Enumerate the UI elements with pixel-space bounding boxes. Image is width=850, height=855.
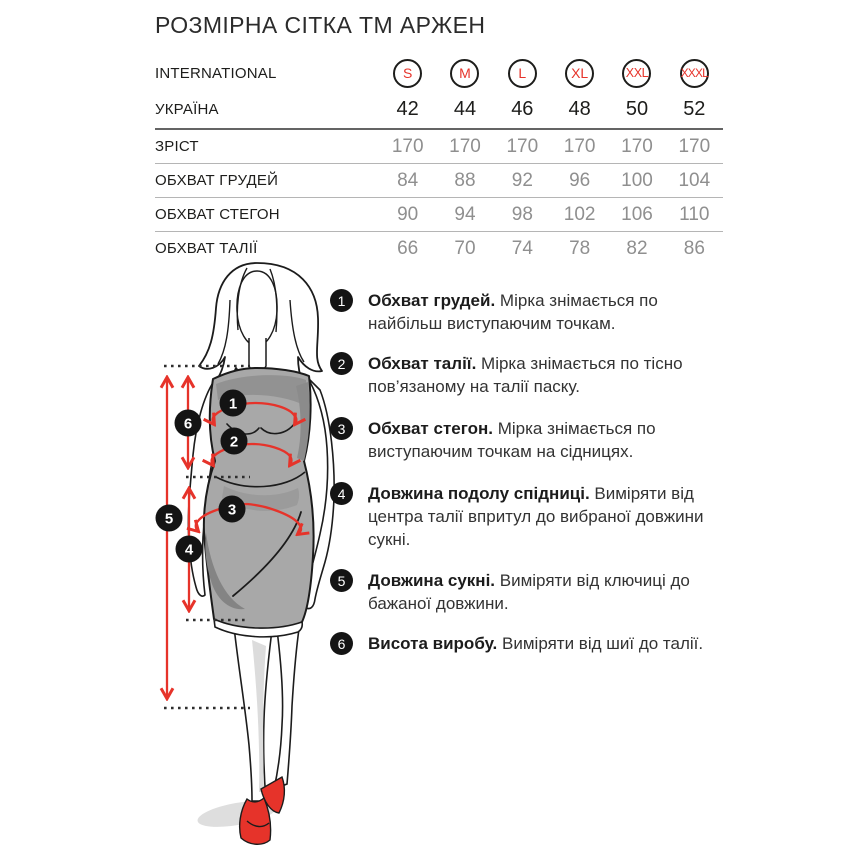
measurement-term: Довжина подолу спідниці.	[368, 484, 590, 503]
measurement-desc: Мірка знімається по найбільш виступаючим точкам.	[368, 291, 658, 333]
measurement-term: Обхват грудей.	[368, 291, 496, 310]
table-row-ukraine	[155, 91, 723, 128]
face	[237, 271, 277, 346]
measurement-desc: Виміряти від шиї до талії.	[502, 634, 704, 653]
model-figure-illustration	[140, 255, 375, 850]
figure-badge-4: 4	[184, 541, 194, 559]
size-value-cell: 86	[683, 237, 705, 259]
figure-badge-2: 2	[229, 433, 239, 451]
figure-badge-3: 3	[227, 501, 237, 519]
measurement-term: Висота виробу.	[368, 634, 498, 653]
table-row-hips	[155, 198, 723, 231]
measurement-number-badge: 6	[330, 632, 353, 655]
size-value-cell: 170	[678, 135, 711, 157]
measurement-number-badge: 3	[330, 417, 353, 440]
figure-badge-6: 6	[183, 415, 193, 433]
size-value-cell: 92	[511, 169, 533, 191]
size-value-cell: 74	[511, 237, 533, 259]
size-value-cell: 170	[449, 135, 481, 157]
size-value-cell: 104	[678, 169, 711, 191]
size-value-cell: 82	[626, 237, 648, 259]
table-row-chest	[155, 164, 723, 197]
size-badge-m: M	[450, 59, 479, 88]
size-badge-s: S	[393, 59, 422, 88]
measurement-number-badge: 2	[330, 352, 353, 375]
size-value-cell: 78	[569, 237, 591, 259]
measurement-item-6	[330, 632, 722, 655]
measurement-desc: Виміряти від ключиці до бажаної довжини.	[368, 571, 690, 613]
figure-badge-1: 1	[228, 395, 238, 413]
size-table	[155, 55, 723, 265]
row-label-ukraine: УКРАЇНА	[155, 101, 219, 118]
size-value-cell: 84	[397, 169, 419, 191]
table-row-height	[155, 130, 723, 163]
neck	[249, 338, 266, 371]
size-badge-xl: XL	[565, 59, 594, 88]
size-badge-l: L	[508, 59, 537, 88]
size-value-cell: 106	[621, 203, 653, 225]
row-label-chest: ОБХВАТ ГРУДЕЙ	[155, 172, 279, 189]
row-label-international: INTERNATIONAL	[155, 64, 277, 82]
measurement-desc: Мірка знімається по виступаючим точкам на сідницях.	[368, 419, 656, 461]
size-value-cell: 46	[511, 98, 534, 120]
size-value-cell: 96	[569, 169, 591, 191]
measurement-term: Довжина сукні.	[368, 571, 496, 590]
size-value-cell: 44	[453, 98, 477, 120]
size-value-cell: 52	[683, 98, 706, 120]
fashion-sketch-svg	[140, 255, 375, 850]
size-value-cell: 110	[679, 203, 710, 225]
figure-badge-5: 5	[164, 510, 174, 528]
size-value-cell: 98	[511, 203, 533, 225]
size-badge-xxxl: XXXL	[680, 59, 709, 88]
size-value-cell: 102	[563, 203, 596, 225]
measurement-number-badge: 5	[330, 569, 353, 592]
size-value-cell: 94	[454, 203, 476, 225]
measurement-number-badge: 1	[330, 289, 353, 312]
size-badge-xxl: XXL	[622, 59, 651, 88]
table-row-international	[155, 55, 723, 91]
size-value-cell: 170	[391, 135, 424, 157]
page-title: РОЗМІРНА СІТКА ТМ АРЖЕН	[155, 12, 486, 38]
size-value-cell: 66	[397, 237, 419, 259]
row-label-height: ЗРІСТ	[155, 138, 199, 155]
measurement-item-3	[330, 417, 722, 463]
size-value-cell: 100	[621, 169, 653, 191]
measurement-desc: Виміряти від центра талії впритул до вибраної довжини сукні.	[368, 484, 704, 549]
size-value-cell: 88	[454, 169, 476, 191]
size-value-cell: 90	[397, 203, 419, 225]
size-value-cell: 170	[506, 135, 539, 157]
size-value-cell: 50	[625, 98, 649, 120]
size-value-cell: 70	[454, 237, 476, 259]
size-value-cell: 48	[568, 98, 591, 120]
size-value-cell: 170	[621, 135, 653, 157]
left-shoe	[240, 798, 271, 844]
row-label-hips: ОБХВАТ СТЕГОН	[155, 206, 280, 223]
right-leg	[274, 622, 300, 789]
measurement-item-5	[330, 569, 722, 615]
measurement-item-1	[330, 289, 722, 335]
size-value-cell: 42	[396, 98, 419, 120]
measurement-desc: Мірка знімається по тісно пов’язаному на талії паску.	[368, 354, 683, 396]
row-label-waist: ОБХВАТ ТАЛІЇ	[155, 240, 258, 257]
measurement-item-4	[330, 482, 722, 551]
measurement-number-badge: 4	[330, 482, 353, 505]
measurement-item-2	[330, 352, 722, 398]
measurement-term: Обхват стегон.	[368, 419, 493, 438]
size-value-cell: 170	[563, 135, 596, 157]
measurement-term: Обхват талії.	[368, 354, 477, 373]
